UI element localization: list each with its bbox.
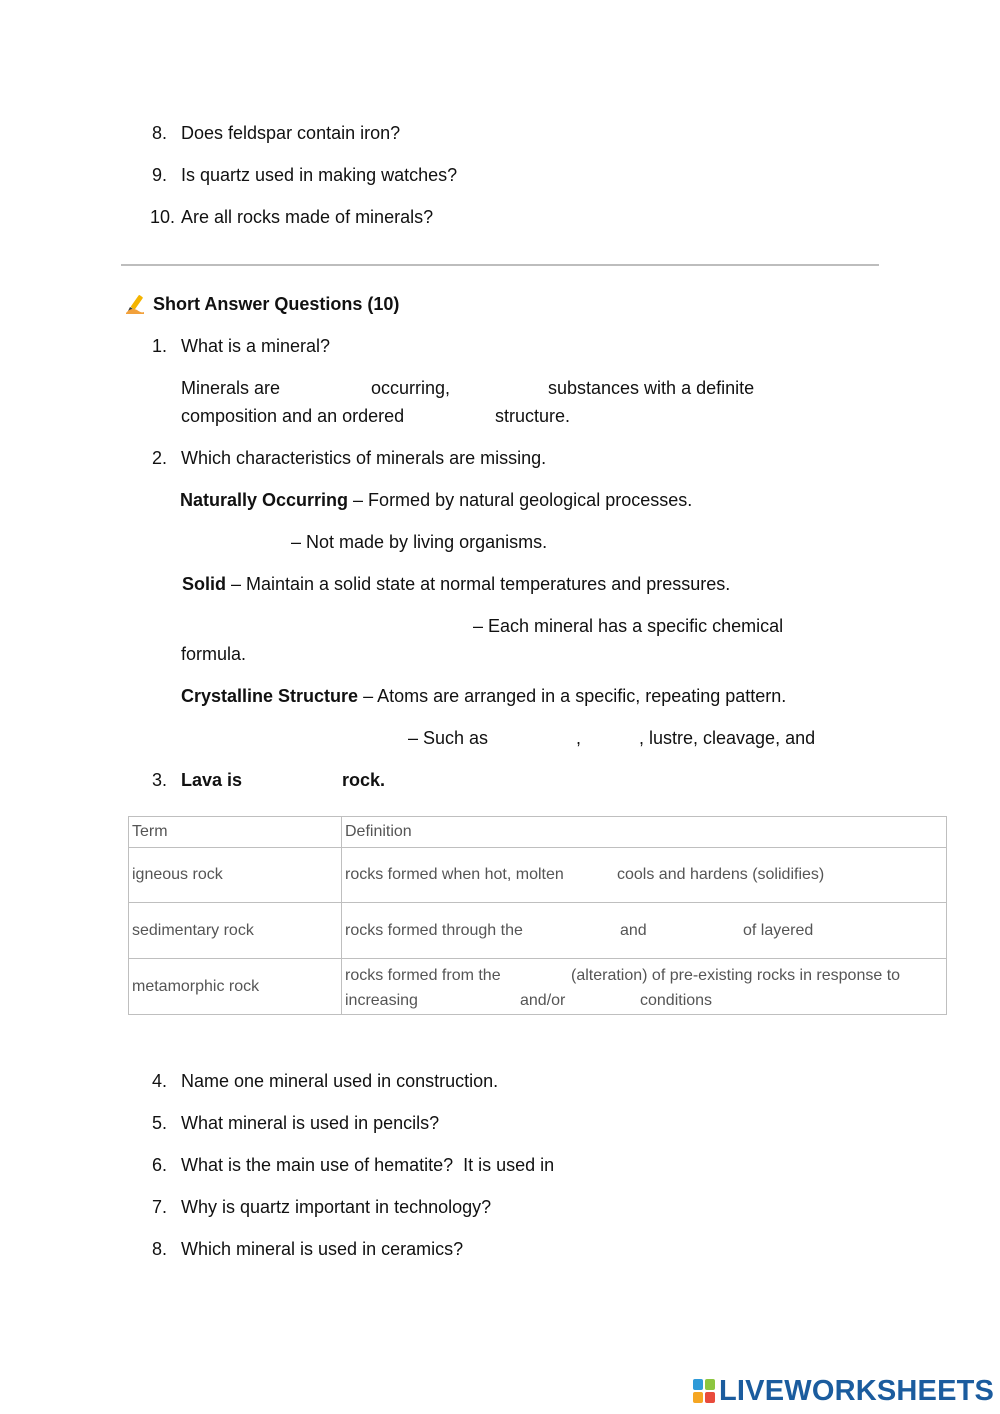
characteristic-definition: formula. (181, 644, 247, 664)
table-row (129, 959, 947, 1015)
liveworksheets-logo (693, 1374, 994, 1408)
characteristic-line (180, 490, 692, 512)
characteristic-definition: – Maintain a solid state at normal temperatures and pressures. (226, 574, 731, 594)
list-number: 8. (151, 1239, 167, 1259)
question-text: Which mineral is used in ceramics? (181, 1239, 464, 1259)
characteristic-definition: – Atoms are arranged in a specific, repeating pattern. (358, 686, 787, 706)
list-number: 8. (151, 123, 167, 143)
characteristic-definition: , lustre, cleavage, and (639, 728, 816, 748)
definition-text: rocks formed from the (345, 966, 501, 984)
table-header-row (129, 817, 947, 848)
list-number: 4. (151, 1071, 167, 1091)
table-row (129, 848, 947, 903)
question-text: Does feldspar contain iron? (181, 123, 401, 143)
definition-text: of layered (743, 921, 814, 939)
answer-text: substances with a definite (548, 378, 755, 398)
question-text: Lava is (181, 770, 243, 790)
answer-text: occurring, (371, 378, 451, 398)
characteristic-term: Crystalline Structure (181, 686, 359, 706)
question-text: What is the main use of hematite? It is used in (181, 1155, 555, 1175)
characteristic-term: Naturally Occurring (180, 490, 349, 510)
brand-name: LIVEWORKSHEETS (719, 1374, 995, 1407)
list-number: 9. (151, 165, 167, 185)
table-row (129, 903, 947, 959)
characteristic-term: Solid (182, 574, 226, 594)
definition-text: conditions (640, 991, 713, 1009)
definition-text: and/or (520, 991, 566, 1009)
writing-hand-icon (124, 293, 146, 315)
table-header-cell: Definition (342, 817, 947, 848)
question-text: rock. (342, 770, 386, 790)
characteristic-definition: – Formed by natural geological processes. (348, 490, 693, 510)
definition-text: and (620, 921, 647, 939)
characteristic-line (182, 574, 730, 596)
definition-text: cools and hardens (solidifies) (617, 866, 825, 883)
rock-types-table (128, 816, 947, 1015)
characteristic-definition: – Each mineral has a specific chemical (473, 616, 784, 636)
list-number: 6. (151, 1155, 167, 1175)
list-number: 10. (149, 207, 175, 227)
question-text: What is a mineral? (181, 336, 331, 356)
table-cell-term: sedimentary rock (129, 903, 342, 959)
characteristic-definition: – Not made by living organisms. (291, 532, 548, 552)
liveworksheets-mark-icon (693, 1379, 715, 1403)
question-text: Is quartz used in making watches? (181, 165, 458, 185)
definition-text: rocks formed when hot, molten (345, 866, 564, 883)
question-text: Which characteristics of minerals are missing. (181, 448, 547, 468)
table-cell-definition (342, 848, 947, 903)
table-cell-definition (342, 903, 947, 959)
characteristic-line (181, 686, 786, 708)
table-cell-term: metamorphic rock (129, 959, 342, 1015)
characteristic-definition: , (576, 728, 582, 748)
question-text: Name one mineral used in construction. (181, 1071, 499, 1091)
table-header-cell: Term (129, 817, 342, 848)
list-number: 2. (151, 448, 167, 468)
question-text: What mineral is used in pencils? (181, 1113, 440, 1133)
definition-text: (alteration) of pre-existing rocks in response to (571, 966, 901, 984)
list-number: 1. (151, 336, 167, 356)
question-text: Why is quartz important in technology? (181, 1197, 492, 1217)
question-text: Are all rocks made of minerals? (181, 207, 434, 227)
definition-text: increasing (345, 991, 418, 1009)
characteristic-definition: – Such as (408, 728, 489, 748)
list-number: 5. (151, 1113, 167, 1133)
list-number: 7. (151, 1197, 167, 1217)
answer-text: Minerals are (181, 378, 281, 398)
table-cell-definition (342, 959, 947, 1015)
definition-text: rocks formed through the (345, 921, 523, 939)
section-title: Short Answer Questions (10) (153, 294, 400, 314)
answer-text: composition and an ordered (181, 406, 405, 426)
list-number: 3. (151, 770, 167, 790)
table-cell-term: igneous rock (129, 848, 342, 903)
answer-text: structure. (495, 406, 571, 426)
section-divider (121, 264, 879, 266)
